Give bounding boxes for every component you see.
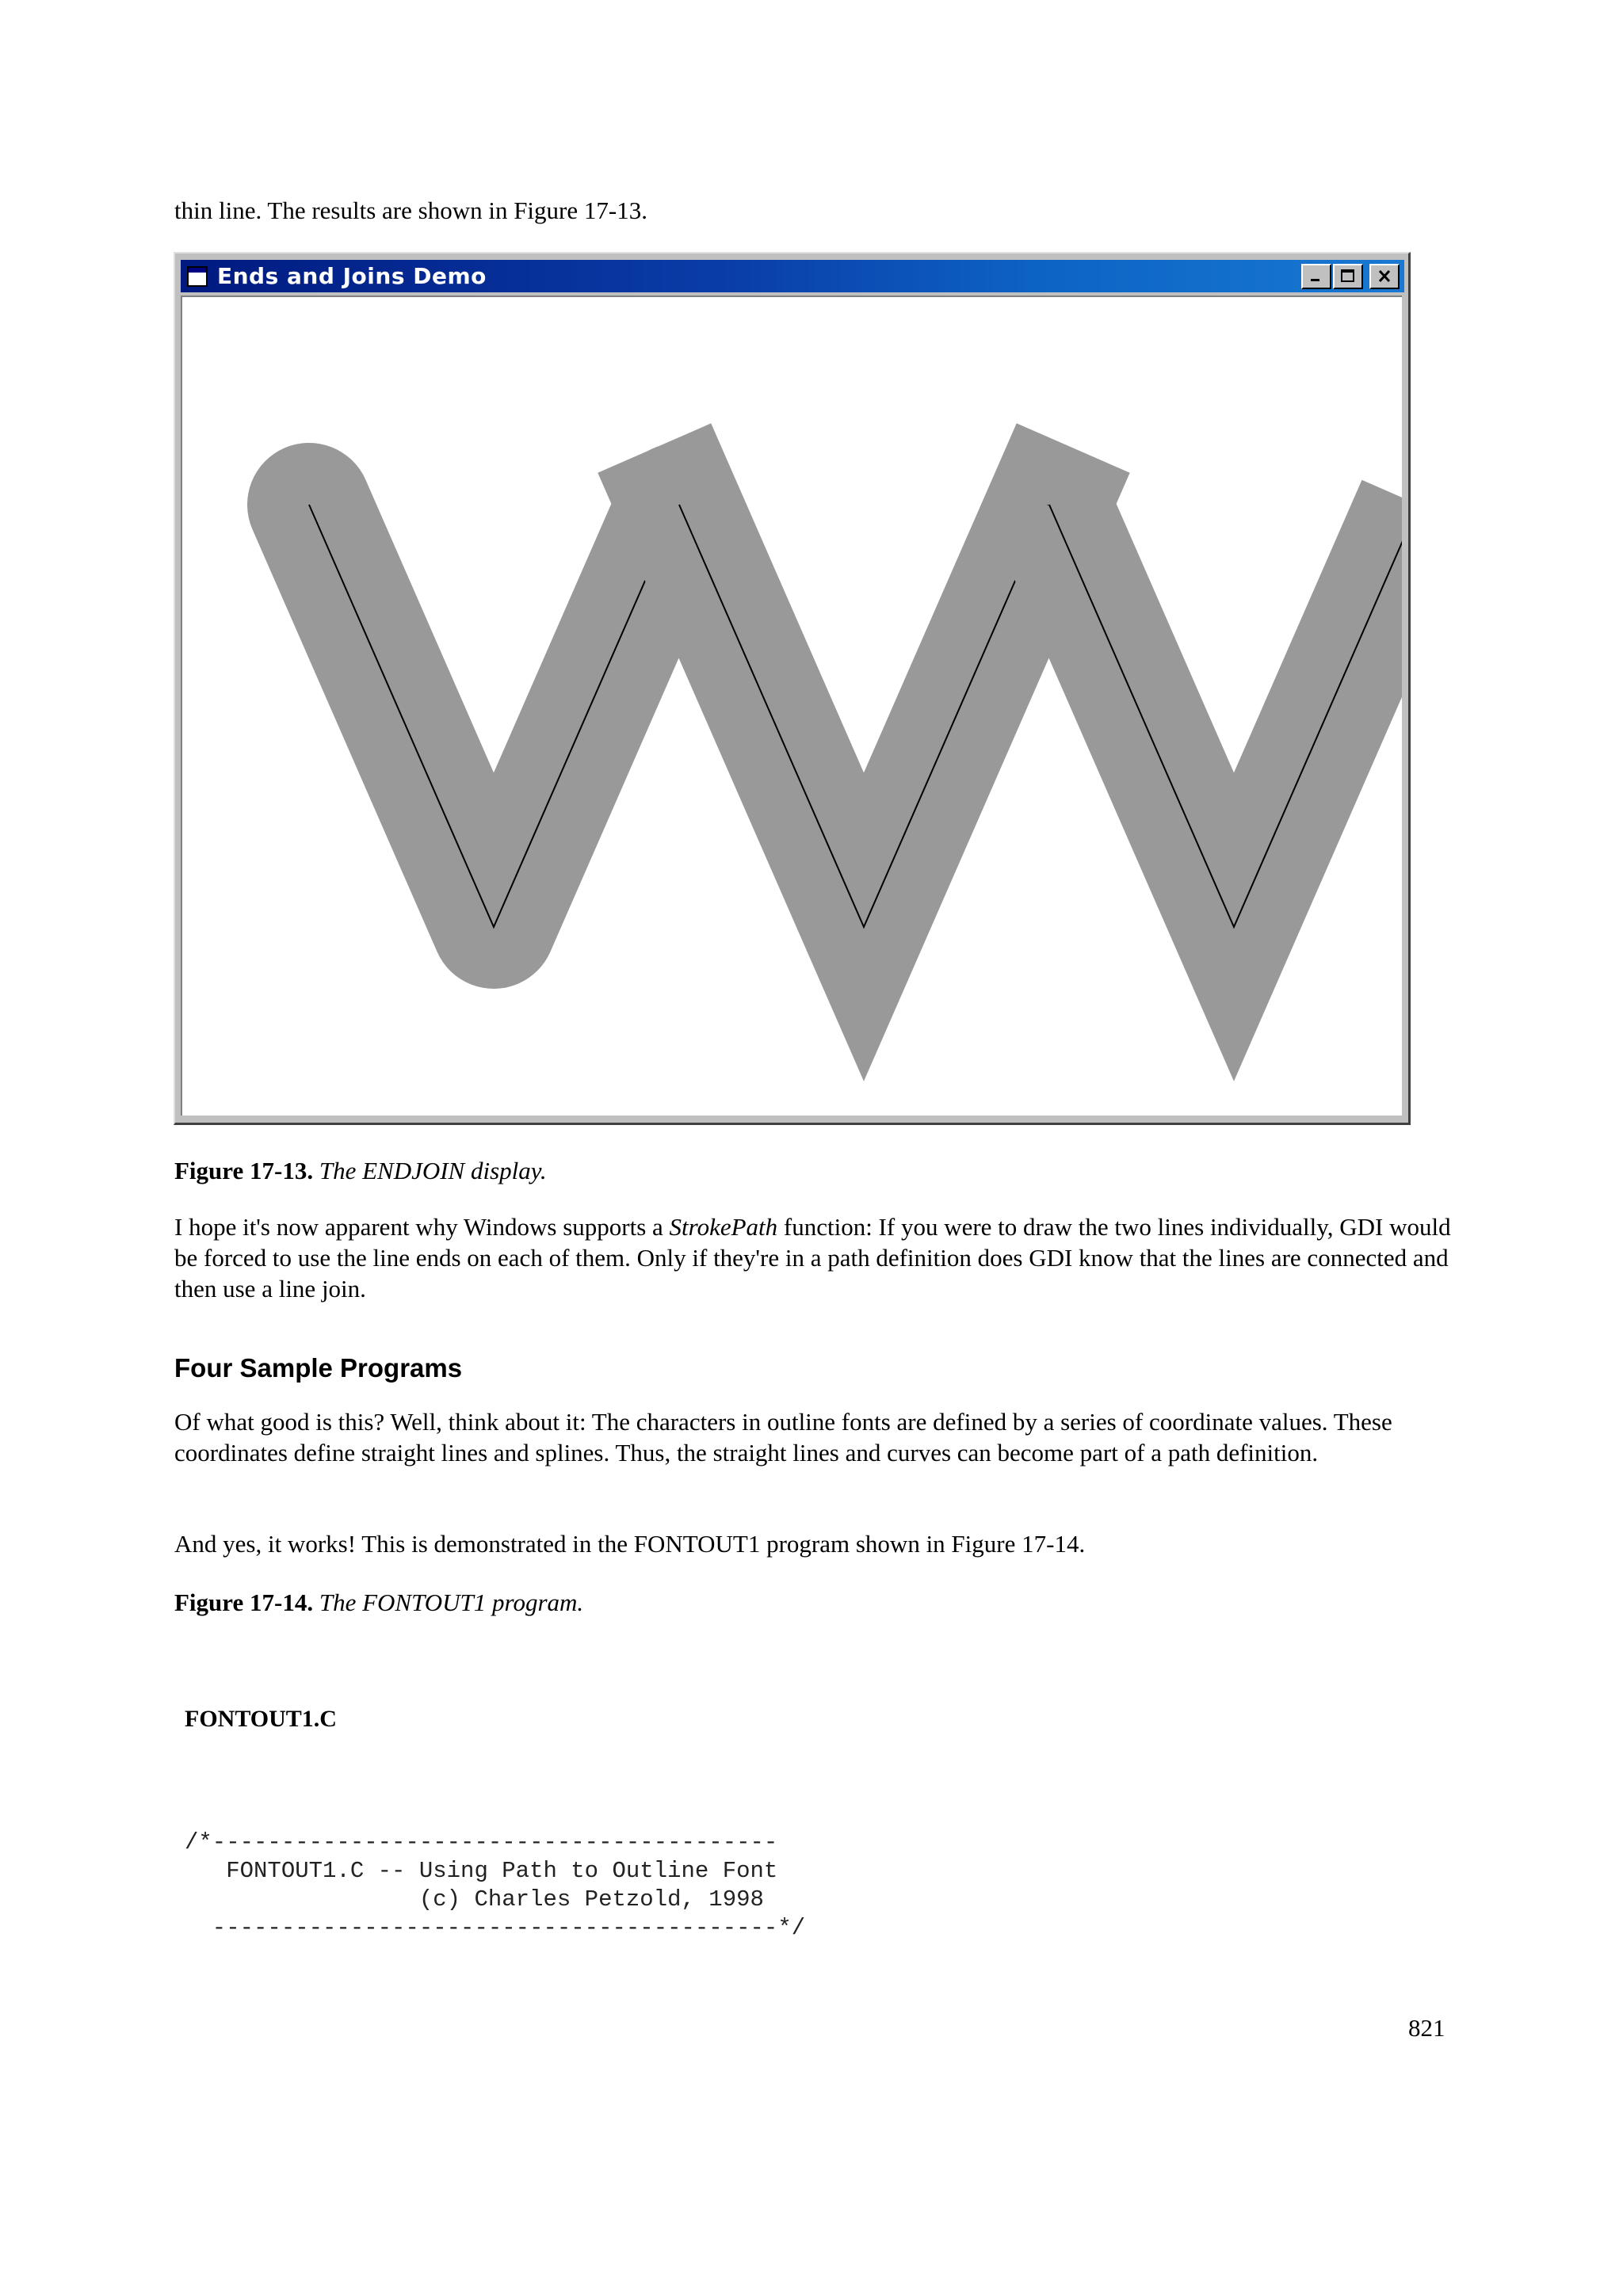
paragraph-strokepath (174, 1211, 1474, 1304)
figure-13-caption (174, 1155, 547, 1186)
figure-14-label: Figure 17-14. (174, 1589, 314, 1616)
paragraph-fontout1: And yes, it works! This is demonstrated in the FONTOUT1 program shown in Figure 17-14. (174, 1530, 1086, 1558)
client-area (181, 296, 1402, 1116)
intro-line: thin line. The results are shown in Figure 17-13. (174, 196, 647, 224)
section-heading: Four Sample Programs (174, 1353, 463, 1383)
caption-buttons (1301, 264, 1400, 289)
file-name-text: FONTOUT1.C (185, 1706, 337, 1732)
figure-14-caption (174, 1587, 583, 1618)
figure-13-label: Figure 17-13. (174, 1157, 314, 1184)
code-line-2: FONTOUT1.C -- Using Path to Outline Font (185, 1858, 778, 1884)
window-title: Ends and Joins Demo (217, 263, 487, 289)
figure-13-title: The ENDJOIN display. (319, 1157, 547, 1184)
maximize-icon[interactable] (1333, 264, 1363, 289)
endjoin-window (174, 252, 1411, 1125)
flat-end-bevel-join-v (1049, 505, 1402, 927)
paragraph-1-part-2: function: If you were to draw the two lines individually, GDI would be forced to use the line ends on each of them. Only if they're in a path definition does GDI know that the lines are connected and then use a line join. (174, 1213, 1451, 1302)
paragraph-1-part-1: I hope it's now apparent why Windows supports a (174, 1213, 670, 1241)
strokepath-emphasis: StrokePath (669, 1213, 778, 1241)
window-icon[interactable] (187, 266, 208, 287)
endjoin-drawing (182, 297, 1402, 1116)
code-line-3: (c) Charles Petzold, 1998 (185, 1886, 764, 1913)
code-line-1: /*----------------------------------------- (185, 1829, 778, 1855)
square-end-miter-join-v (679, 505, 1048, 927)
minimize-icon[interactable] (1301, 264, 1331, 289)
page-number: 821 (1408, 2014, 1445, 2042)
paragraph-outline-fonts: Of what good is this? Well, think about it: The characters in outline fonts are defined by a series of coordinate values. These coordinates define straight lines and splines. Thus, the straight lines and curves can become part of a path definition. (174, 1408, 1392, 1466)
figure-14-title: The FONTOUT1 program. (319, 1589, 584, 1616)
code-line-4: -----------------------------------------*/ (185, 1915, 806, 1941)
file-name (185, 1703, 337, 1734)
round-end-round-join-v (309, 505, 678, 927)
title-bar[interactable] (181, 260, 1404, 292)
close-icon[interactable] (1369, 264, 1400, 289)
